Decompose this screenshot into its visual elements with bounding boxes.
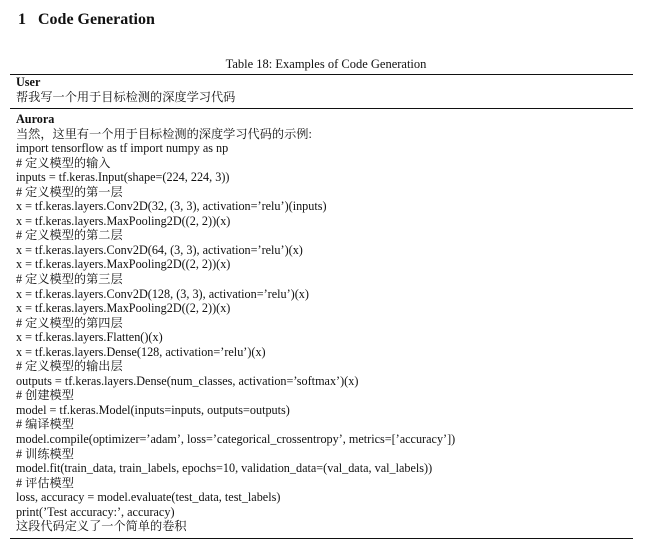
response-line: # 定义模型的第三层	[16, 272, 123, 287]
response-line: x = tf.keras.layers.MaxPooling2D((2, 2))(x)	[16, 257, 231, 272]
table-caption: Table 18: Examples of Code Generation	[225, 57, 427, 71]
response-line: # 评估模型	[16, 475, 74, 490]
section-number: 1	[18, 11, 26, 28]
response-line: model.compile(optimizer=’adam’, loss=’categorical_crossentropy’, metrics=[’accuracy’])	[16, 432, 456, 447]
response-line: x = tf.keras.layers.Conv2D(128, (3, 3), activation=’relu’)(x)	[16, 286, 309, 301]
assistant-response	[16, 127, 628, 534]
response-line: print(’Test accuracy:’, accuracy)	[16, 504, 175, 519]
table-bottom-rule	[10, 538, 633, 539]
response-line: # 训练模型	[16, 446, 74, 461]
response-line: 这段代码定义了一个简单的卷积	[16, 519, 187, 534]
response-line: x = tf.keras.layers.Conv2D(32, (3, 3), activation=’relu’)(inputs)	[16, 199, 327, 214]
user-turn	[16, 75, 628, 104]
response-line: x = tf.keras.layers.MaxPooling2D((2, 2))(x)	[16, 301, 231, 316]
response-line: model.fit(train_data, train_labels, epochs=10, validation_data=(val_data, val_labels))	[16, 461, 433, 476]
response-line: # 定义模型的第一层	[16, 184, 123, 199]
response-line: # 编译模型	[16, 417, 74, 432]
response-line: x = tf.keras.layers.Flatten()(x)	[16, 330, 163, 345]
response-line: inputs = tf.keras.Input(shape=(224, 224, 3))	[16, 170, 230, 185]
assistant-role-label: Aurora	[16, 112, 55, 126]
response-line: model = tf.keras.Model(inputs=inputs, outputs=outputs)	[16, 402, 290, 417]
user-message: 帮我写一个用于目标检测的深度学习代码	[16, 89, 236, 104]
response-line: # 创建模型	[16, 388, 74, 403]
user-role-label: User	[16, 75, 41, 89]
response-line: loss, accuracy = model.evaluate(test_data, test_labels)	[16, 490, 281, 505]
response-line: # 定义模型的第二层	[16, 228, 123, 243]
response-line: # 定义模型的输入	[16, 155, 111, 170]
response-line: import tensorflow as tf import numpy as np	[16, 141, 229, 156]
section-title: Code Generation	[38, 11, 155, 28]
section-heading	[18, 11, 155, 29]
table-mid-rule	[10, 108, 633, 109]
response-line: # 定义模型的第四层	[16, 315, 123, 330]
response-line: x = tf.keras.layers.MaxPooling2D((2, 2))(x)	[16, 213, 231, 228]
response-line: x = tf.keras.layers.Conv2D(64, (3, 3), activation=’relu’)(x)	[16, 242, 303, 257]
response-line: x = tf.keras.layers.Dense(128, activation=’relu’)(x)	[16, 344, 266, 359]
assistant-turn	[16, 112, 628, 534]
response-line: outputs = tf.keras.layers.Dense(num_classes, activation=’softmax’)(x)	[16, 373, 359, 388]
response-line: # 定义模型的输出层	[16, 359, 123, 374]
response-line: 当然，这里有一个用于目标检测的深度学习代码的示例:	[16, 126, 312, 141]
